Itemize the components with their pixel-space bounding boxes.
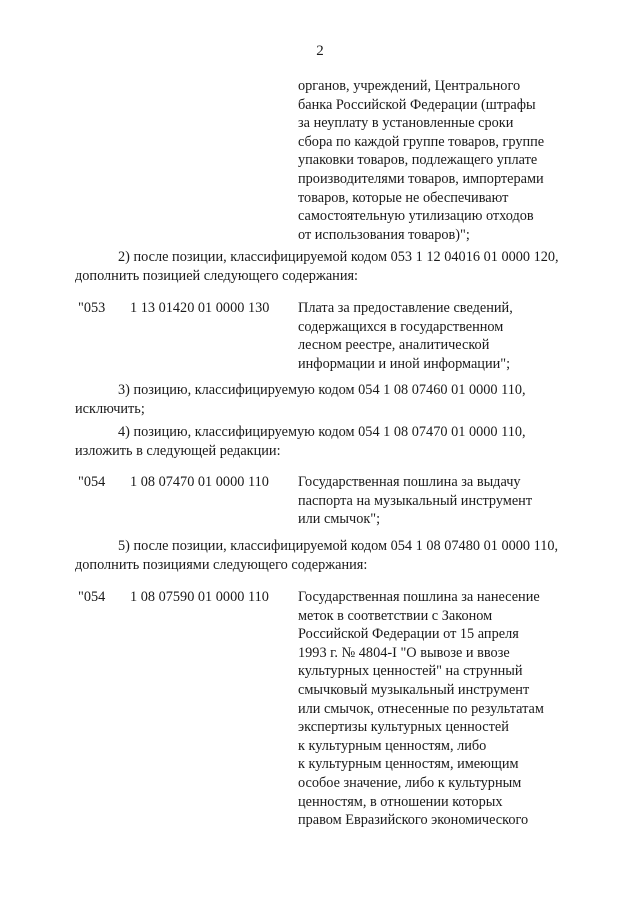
paragraph-line: исключить; <box>75 400 145 417</box>
text-line: сбора по каждой группе товаров, группе <box>298 133 545 150</box>
text-line: 1993 г. № 4804-I "О вывозе и ввозе <box>298 644 510 661</box>
text-line: Государственная пошлина за выдачу <box>298 474 521 490</box>
paragraph-line: 3) позицию, классифицируемую кодом 054 1 08 07460 01 0000 110, <box>118 382 526 398</box>
text-line: смычковый музыкальный инструмент <box>298 681 530 698</box>
text-line: культурных ценностей" на струнный <box>298 663 523 680</box>
text-line: Российской Федерации от 15 апреля <box>298 626 519 643</box>
paragraph-line: 5) после позиции, классифицируемой кодом 054 1 08 07480 01 0000 110, <box>118 538 559 554</box>
text-line: лесном реестре, аналитической <box>298 337 490 354</box>
text-line: правом Евразийского экономического <box>298 812 529 829</box>
text-line: экспертизы культурных ценностей <box>298 719 509 736</box>
amendment-item-3 <box>75 381 580 418</box>
text-line: паспорта на музыкальный инструмент <box>298 492 533 509</box>
text-line: меток в соответствии с Законом <box>298 607 493 624</box>
text-line: ценностям, в отношении которых <box>298 793 503 810</box>
admin-code: "053 <box>78 300 106 316</box>
entry-description <box>298 473 532 529</box>
text-line: от использования товаров)"; <box>298 226 470 243</box>
paragraph-line: 4) позицию, классифицируемую кодом 054 1 08 07470 01 0000 110, <box>118 424 526 440</box>
amendment-item-5 <box>75 537 580 574</box>
budget-classification-code: 1 08 07470 01 0000 110 <box>130 474 269 490</box>
admin-code: "054 <box>78 474 106 490</box>
paragraph-line: дополнить позициями следующего содержания: <box>75 556 368 573</box>
text-line: к культурным ценностям, имеющим <box>298 756 519 773</box>
page-number: 2 <box>316 43 324 59</box>
text-line: производителями товаров, импортерами <box>298 170 544 187</box>
paragraph-line: изложить в следующей редакции: <box>75 442 281 459</box>
budget-classification-code: 1 13 01420 01 0000 130 <box>130 300 270 316</box>
text-line: особое значение, либо к культурным <box>298 774 522 791</box>
text-line: банка Российской Федерации (штрафы <box>298 96 536 113</box>
text-line: к культурным ценностям, либо <box>298 737 487 754</box>
text-line: Плата за предоставление сведений, <box>298 300 513 316</box>
budget-classification-code: 1 08 07590 01 0000 110 <box>130 589 269 605</box>
paragraph-line: дополнить позицией следующего содержания: <box>75 267 359 284</box>
text-line: органов, учреждений, Центрального <box>298 78 521 94</box>
text-line: упаковки товаров, подлежащего уплате <box>298 152 538 169</box>
text-line: или смычок, отнесенные по результатам <box>298 700 544 717</box>
text-line: самостоятельную утилизацию отходов <box>298 208 534 225</box>
text-line: или смычок"; <box>298 511 381 528</box>
description-top-block <box>298 77 544 244</box>
entry-description <box>298 588 544 830</box>
amendment-item-2 <box>75 248 580 285</box>
text-line: за неуплату в установленные сроки <box>298 115 514 132</box>
admin-code: "054 <box>78 589 106 605</box>
text-line: содержащихся в государственном <box>298 318 504 335</box>
text-line: товаров, которые не обеспечивают <box>298 189 509 206</box>
paragraph-line: 2) после позиции, классифицируемой кодом 053 1 12 04016 01 0000 120, <box>118 249 559 265</box>
text-line: Государственная пошлина за нанесение <box>298 589 540 605</box>
text-line: информации и иной информации"; <box>298 355 511 372</box>
amendment-item-4 <box>75 423 580 460</box>
entry-description <box>298 299 513 373</box>
